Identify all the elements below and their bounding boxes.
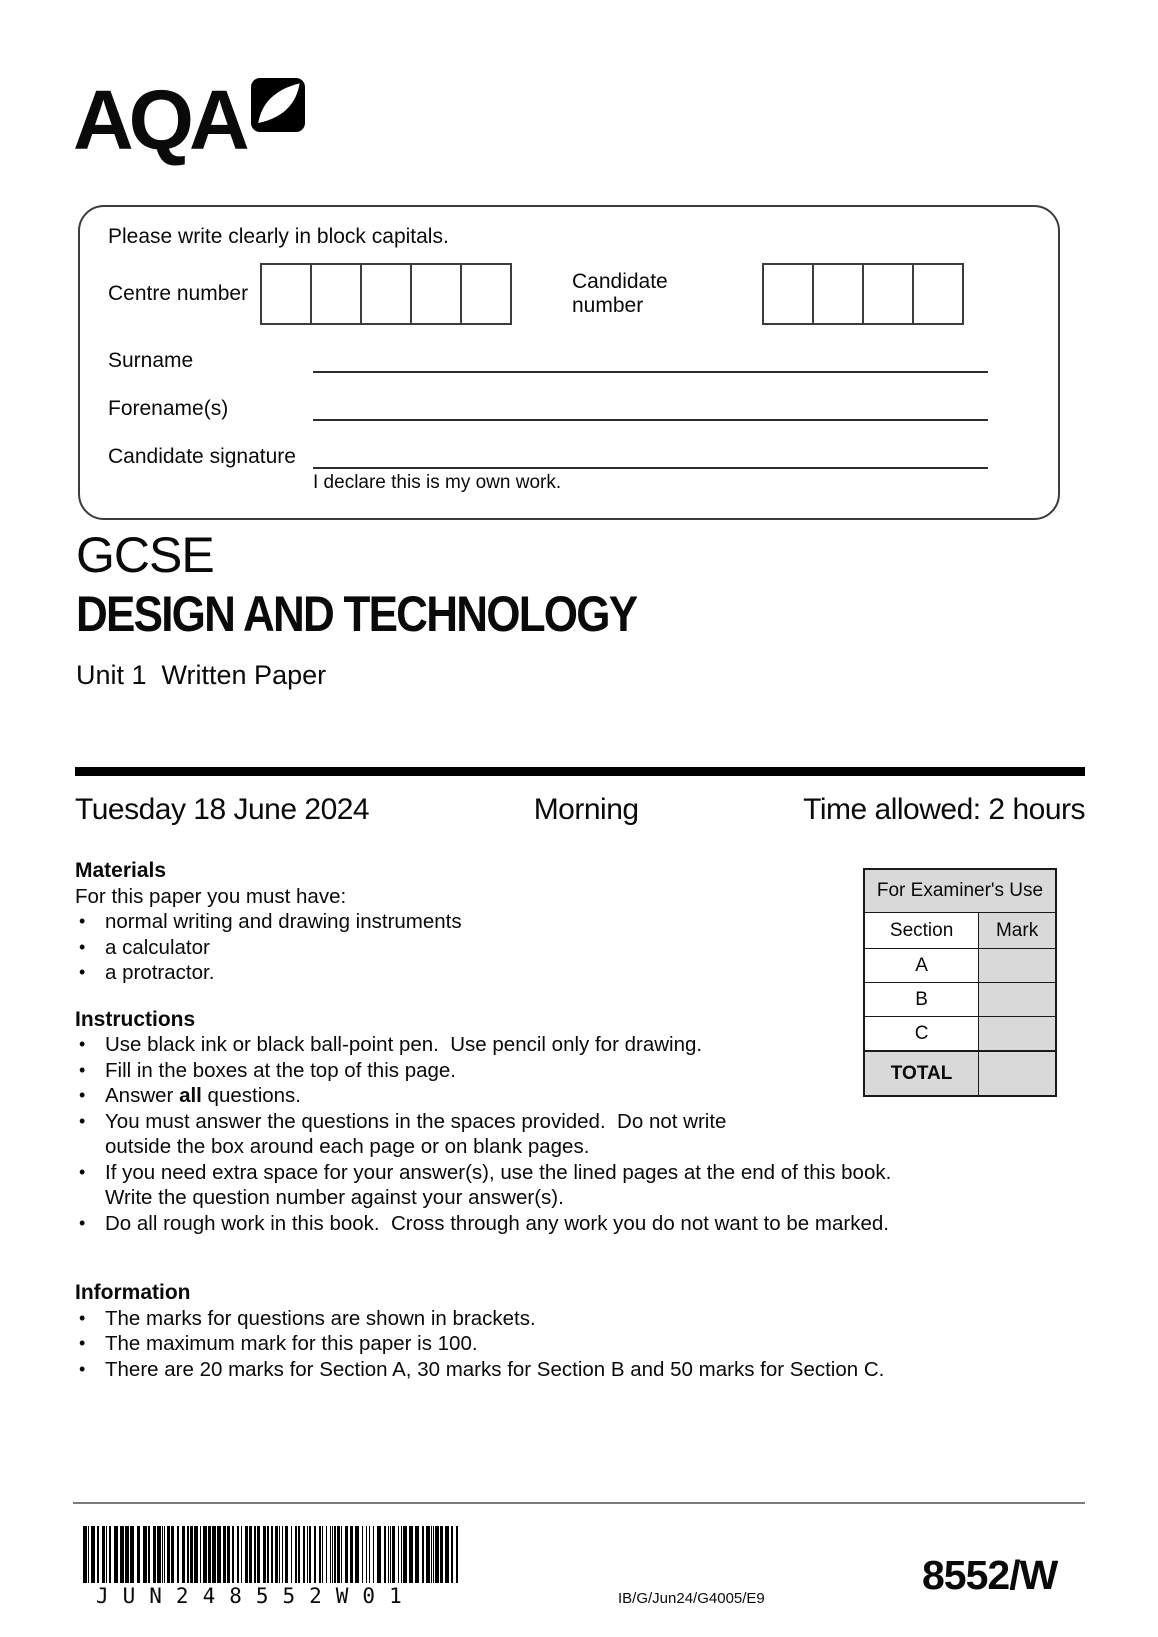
signature-row bbox=[108, 438, 1030, 469]
aqa-leaf-icon bbox=[251, 78, 305, 132]
entry-cell[interactable] bbox=[260, 263, 312, 325]
list-item bbox=[75, 1058, 985, 1084]
list-item bbox=[75, 1083, 985, 1109]
total-mark-cell[interactable] bbox=[979, 1051, 1056, 1096]
bullet-icon: • bbox=[79, 1034, 86, 1054]
mark-column-header: Mark bbox=[979, 913, 1056, 949]
list-item bbox=[75, 1109, 985, 1135]
aqa-logo-text: AQA bbox=[73, 73, 245, 167]
list-item bbox=[75, 1032, 985, 1058]
instruction-segment: Answer bbox=[105, 1084, 180, 1107]
bullet-icon: • bbox=[79, 1161, 86, 1182]
surname-label: Surname bbox=[108, 349, 194, 372]
bullet-icon: • bbox=[79, 1110, 86, 1131]
entry-cell[interactable] bbox=[762, 263, 814, 325]
declaration-text: I declare this is my own work. bbox=[313, 472, 562, 493]
surname-row bbox=[108, 342, 1030, 373]
entry-cell[interactable] bbox=[360, 263, 412, 325]
candidate-number-cells bbox=[762, 263, 964, 325]
list-item bbox=[75, 909, 985, 935]
list-item bbox=[75, 1357, 985, 1383]
entry-cell[interactable] bbox=[310, 263, 362, 325]
bullet-icon: • bbox=[79, 1333, 86, 1353]
unit-title: Unit 1 Written Paper bbox=[76, 660, 327, 690]
list-item bbox=[75, 1211, 985, 1237]
instruction-segment: questions. bbox=[201, 1084, 302, 1107]
mark-cell-b[interactable] bbox=[979, 983, 1056, 1017]
subject-title: DESIGN AND TECHNOLOGY bbox=[76, 586, 637, 642]
materials-heading: Materials bbox=[75, 859, 167, 882]
instructions-heading: Instructions bbox=[75, 1007, 196, 1031]
bullet-icon: • bbox=[79, 1212, 86, 1233]
candidate-details-box bbox=[78, 205, 1060, 520]
information-item: The marks for questions are shown in brackets. bbox=[105, 1306, 536, 1330]
barcode-text: JUN248552W01 bbox=[96, 1584, 416, 1608]
paper-code: 8552/W bbox=[922, 1552, 1058, 1598]
list-item bbox=[75, 960, 985, 986]
mark-cell-c[interactable] bbox=[979, 1017, 1056, 1052]
examiner-table-title: For Examiner's Use bbox=[864, 869, 1056, 913]
instruction-item: If you need extra space for your answer(s), use the lined pages at the end of this book. bbox=[105, 1160, 892, 1184]
qualification-title: GCSE bbox=[76, 527, 214, 583]
footer-divider-rule bbox=[73, 1502, 1085, 1504]
centre-number-label: Centre number bbox=[108, 282, 249, 305]
signature-input-line[interactable] bbox=[313, 436, 988, 469]
aqa-logo bbox=[73, 73, 305, 167]
instruction-item: Fill in the boxes at the top of this page. bbox=[105, 1058, 456, 1082]
entry-cell[interactable] bbox=[912, 263, 964, 325]
section-column-header: Section bbox=[864, 913, 979, 949]
exam-session: Morning bbox=[533, 793, 639, 826]
session-row bbox=[75, 793, 1085, 827]
information-item: The maximum mark for this paper is 100. bbox=[105, 1332, 478, 1355]
block-capitals-instruction: Please write clearly in block capitals. bbox=[108, 225, 449, 248]
barcode bbox=[83, 1526, 460, 1583]
paper-title-block bbox=[76, 528, 713, 691]
list-item bbox=[75, 935, 985, 961]
list-item bbox=[75, 1331, 985, 1357]
instruction-item: You must answer the questions in the spaces provided. Do not write bbox=[105, 1109, 727, 1133]
section-a-label: A bbox=[864, 949, 979, 983]
forenames-input-line[interactable] bbox=[313, 388, 988, 421]
surname-input-line[interactable] bbox=[313, 340, 988, 373]
instruction-segment-bold: all bbox=[179, 1084, 202, 1107]
materials-item: a protractor. bbox=[105, 961, 215, 984]
materials-item: a calculator bbox=[105, 935, 210, 959]
instruction-continuation: Write the question number against your answer(s). bbox=[105, 1186, 564, 1209]
section-c-label: C bbox=[864, 1017, 979, 1052]
bullet-icon: • bbox=[79, 962, 86, 982]
ib-reference-code: IB/G/Jun24/G4005/E9 bbox=[618, 1590, 765, 1607]
centre-number-cells bbox=[260, 263, 512, 325]
bullet-icon: • bbox=[79, 911, 86, 931]
instruction-item: Do all rough work in this book. Cross through any work you do not want to be marked. bbox=[105, 1211, 889, 1235]
bullet-icon: • bbox=[79, 1085, 86, 1105]
bullet-icon: • bbox=[79, 936, 86, 957]
time-allowed: Time allowed: 2 hours bbox=[803, 793, 1085, 826]
mark-cell-a[interactable] bbox=[979, 949, 1056, 983]
entry-cell[interactable] bbox=[862, 263, 914, 325]
list-item bbox=[75, 1160, 985, 1186]
signature-label: Candidate signature bbox=[108, 445, 296, 468]
materials-item: normal writing and drawing instruments bbox=[105, 910, 462, 933]
entry-cell[interactable] bbox=[410, 263, 462, 325]
candidate-number-label: Candidate number bbox=[572, 270, 668, 317]
front-page-content bbox=[75, 858, 985, 1382]
bullet-icon: • bbox=[79, 1059, 86, 1080]
instruction-item: Use black ink or black ball-point pen. Use pencil only for drawing. bbox=[105, 1033, 703, 1056]
information-item: There are 20 marks for Section A, 30 marks for Section B and 50 marks for Section C. bbox=[105, 1357, 885, 1381]
section-b-label: B bbox=[864, 983, 979, 1017]
entry-cell[interactable] bbox=[812, 263, 864, 325]
instruction-continuation: outside the box around each page or on blank pages. bbox=[105, 1135, 590, 1158]
bullet-icon: • bbox=[79, 1358, 86, 1379]
information-heading: Information bbox=[75, 1281, 191, 1304]
entry-cell[interactable] bbox=[460, 263, 512, 325]
exam-date: Tuesday 18 June 2024 bbox=[75, 793, 370, 826]
bullet-icon: • bbox=[79, 1307, 86, 1328]
instruction-item bbox=[105, 1083, 301, 1109]
title-divider-rule bbox=[75, 767, 1085, 776]
materials-intro: For this paper you must have: bbox=[75, 884, 347, 908]
list-item bbox=[75, 1306, 985, 1332]
examiner-use-table bbox=[863, 868, 1057, 1097]
forenames-row bbox=[108, 390, 1030, 421]
number-entry-row bbox=[108, 263, 1030, 325]
forenames-label: Forename(s) bbox=[108, 397, 229, 420]
total-label: TOTAL bbox=[864, 1051, 979, 1096]
